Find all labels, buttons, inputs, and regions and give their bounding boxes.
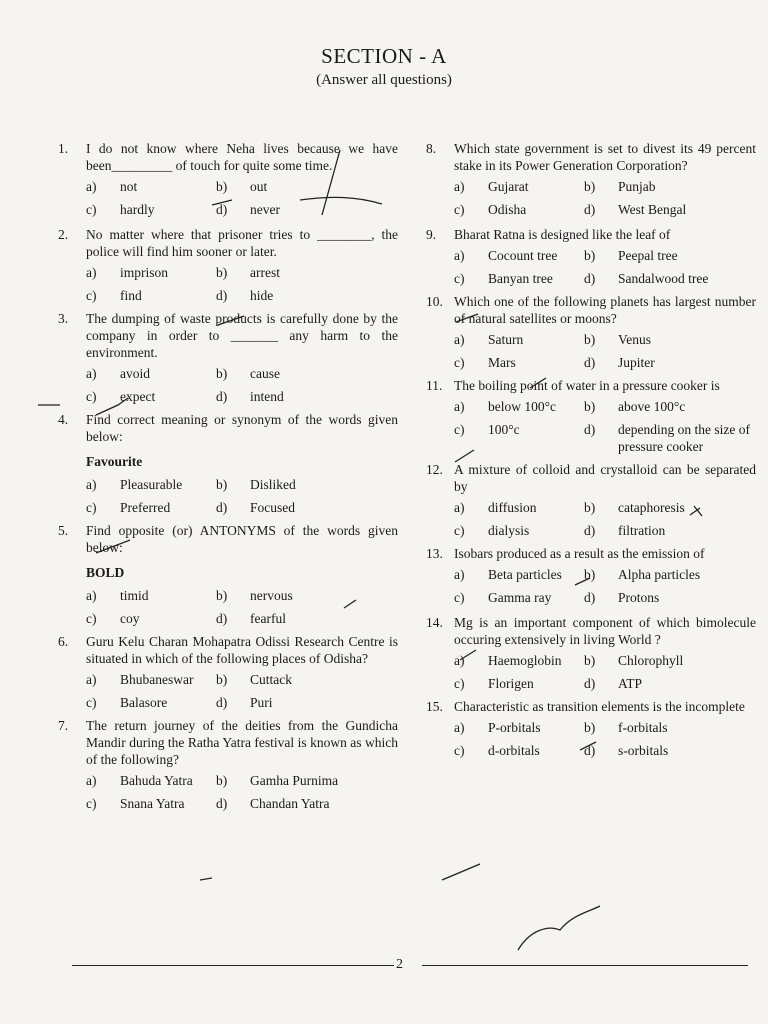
option-text: Chlorophyll — [618, 653, 684, 668]
option-text: Bahuda Yatra — [120, 773, 193, 788]
question-number: 3. — [58, 311, 69, 326]
option-text: Sandalwood tree — [618, 271, 709, 286]
option-letter: a) — [454, 332, 465, 347]
option-letter: c) — [454, 743, 465, 758]
option-text: Disliked — [250, 477, 296, 492]
option-text: never — [250, 202, 280, 217]
option-letter: b) — [216, 588, 228, 603]
question-keyword: Favourite — [86, 454, 143, 469]
option-text: cause — [250, 366, 280, 381]
question-text: Guru Kelu Charan Mohapatra Odissi Research Centre is situated in which of the following places of Odisha? — [86, 634, 398, 666]
option-text: Punjab — [618, 179, 656, 194]
option-text: arrest — [250, 265, 280, 280]
option-letter: c) — [86, 389, 97, 404]
option-text: find — [120, 288, 142, 303]
question-number: 7. — [58, 718, 69, 733]
option-letter: d) — [584, 743, 596, 758]
option-letter: a) — [454, 720, 465, 735]
section-subtitle: (Answer all questions) — [316, 72, 452, 88]
option-letter: c) — [454, 590, 465, 605]
question-number: 1. — [58, 141, 69, 156]
option-letter: a) — [86, 366, 97, 381]
option-text: Pleasurable — [120, 477, 183, 492]
question-number: 15. — [426, 699, 443, 714]
option-letter: c) — [86, 796, 97, 811]
option-letter: a) — [454, 248, 465, 263]
option-letter: d) — [216, 796, 228, 811]
option-letter: c) — [86, 500, 97, 515]
option-text: P-orbitals — [488, 720, 541, 735]
question-text: Which state government is set to divest its 49 percent stake in its Power Generation Corporation? — [454, 141, 756, 173]
option-letter: b) — [216, 477, 228, 492]
option-letter: b) — [216, 265, 228, 280]
option-letter: b) — [584, 500, 596, 515]
option-letter: c) — [454, 202, 465, 217]
question-text: The dumping of waste products is carefully done by the company in order to _______ any harm to the environment. — [86, 311, 398, 360]
footer-rule-left — [72, 965, 394, 966]
option-text: imprison — [120, 265, 169, 280]
option-letter: d) — [584, 590, 596, 605]
option-letter: c) — [86, 695, 97, 710]
option-letter: d) — [216, 611, 228, 626]
question-text: Find correct meaning or synonym of the words given below: — [86, 412, 398, 444]
option-letter: b) — [216, 773, 228, 788]
option-letter: a) — [86, 773, 97, 788]
question-number: 14. — [426, 615, 443, 630]
option-letter: c) — [454, 523, 465, 538]
option-letter: a) — [454, 500, 465, 515]
question-text: Isobars produced as a result as the emission of — [454, 546, 705, 561]
option-text: Saturn — [488, 332, 524, 347]
question-number: 13. — [426, 546, 443, 561]
option-letter: b) — [216, 179, 228, 194]
option-letter: c) — [454, 355, 465, 370]
option-text: f-orbitals — [618, 720, 668, 735]
option-letter: b) — [584, 653, 596, 668]
option-text: diffusion — [488, 500, 537, 515]
question-text: Which one of the following planets has largest number of natural satellites or moons? — [454, 294, 756, 326]
footer-rule-right — [422, 965, 748, 966]
option-text: avoid — [120, 366, 150, 381]
option-text: Cuttack — [250, 672, 292, 687]
option-letter: c) — [86, 202, 97, 217]
question-number: 12. — [426, 462, 443, 477]
question-number: 8. — [426, 141, 437, 156]
option-letter: a) — [86, 672, 97, 687]
option-letter: b) — [584, 567, 596, 582]
option-text: timid — [120, 588, 149, 603]
option-text: not — [120, 179, 138, 194]
option-letter: c) — [454, 271, 465, 286]
question-number: 4. — [58, 412, 69, 427]
option-letter: c) — [454, 422, 465, 437]
question-text: Characteristic as transition elements is the incomplete — [454, 699, 745, 714]
question-number: 10. — [426, 294, 443, 309]
option-text: Odisha — [488, 202, 527, 217]
option-text: Bhubaneswar — [120, 672, 194, 687]
option-letter: d) — [216, 288, 228, 303]
option-text: coy — [120, 611, 140, 626]
option-text: s-orbitals — [618, 743, 669, 758]
question-text: No matter where that prisoner tries to ________, the police will find him sooner or later. — [86, 227, 398, 259]
question-keyword: BOLD — [86, 565, 125, 580]
option-text: Alpha particles — [618, 567, 701, 582]
option-text: out — [250, 179, 268, 194]
option-letter: c) — [86, 288, 97, 303]
option-text: Gujarat — [488, 179, 529, 194]
option-letter: a) — [86, 477, 97, 492]
option-letter: b) — [584, 399, 596, 414]
option-letter: a) — [86, 179, 97, 194]
option-letter: a) — [454, 399, 465, 414]
option-letter: d) — [584, 355, 596, 370]
option-text: Banyan tree — [488, 271, 553, 286]
option-text: Beta particles — [488, 567, 562, 582]
option-text: Jupiter — [618, 355, 655, 370]
option-letter: c) — [454, 676, 465, 691]
option-text: depending on the size of pressure cooker — [618, 422, 750, 454]
option-letter: d) — [584, 271, 596, 286]
option-letter: d) — [216, 202, 228, 217]
option-text: Focused — [250, 500, 295, 515]
option-text: Gamha Purnima — [250, 773, 339, 788]
option-text: below 100°c — [488, 399, 557, 414]
option-text: cataphoresis — [618, 500, 685, 515]
option-letter: a) — [454, 653, 465, 668]
option-letter: b) — [216, 672, 228, 687]
question-text: Mg is an important component of which bimolecule occuring extensively in living World ? — [454, 615, 756, 647]
option-letter: d) — [584, 523, 596, 538]
option-letter: b) — [584, 332, 596, 347]
option-text: West Bengal — [618, 202, 687, 217]
question-number: 11. — [426, 378, 443, 393]
option-text: Cocount tree — [488, 248, 558, 263]
section-title: SECTION - A — [321, 44, 447, 68]
option-text: Chandan Yatra — [250, 796, 330, 811]
page-number: 2 — [396, 957, 403, 972]
option-text: Protons — [618, 590, 660, 605]
option-letter: a) — [86, 265, 97, 280]
question-text: Find opposite (or) ANTONYMS of the words given below: — [86, 523, 398, 555]
option-letter: d) — [216, 500, 228, 515]
option-letter: b) — [584, 248, 596, 263]
option-letter: b) — [584, 179, 596, 194]
question-number: 2. — [58, 227, 69, 242]
option-text: Florigen — [488, 676, 534, 691]
option-text: Haemoglobin — [488, 653, 562, 668]
option-letter: a) — [454, 567, 465, 582]
option-text: Peepal tree — [618, 248, 678, 263]
option-text: intend — [250, 389, 284, 404]
option-letter: b) — [216, 366, 228, 381]
option-letter: d) — [584, 202, 596, 217]
option-letter: d) — [216, 389, 228, 404]
option-text: expect — [120, 389, 156, 404]
question-number: 6. — [58, 634, 69, 649]
option-text: Mars — [488, 355, 516, 370]
question-text: A mixture of colloid and crystalloid can be separated by — [454, 462, 756, 494]
option-letter: d) — [216, 695, 228, 710]
option-text: hide — [250, 288, 274, 303]
option-letter: c) — [86, 611, 97, 626]
option-text: fearful — [250, 611, 286, 626]
option-text: Gamma ray — [488, 590, 552, 605]
option-text: dialysis — [488, 523, 530, 538]
question-text: Bharat Ratna is designed like the leaf of — [454, 227, 671, 242]
option-text: Balasore — [120, 695, 168, 710]
option-text: nervous — [250, 588, 293, 603]
option-text: d-orbitals — [488, 743, 540, 758]
option-text: 100°c — [488, 422, 520, 437]
option-text: filtration — [618, 523, 666, 538]
question-text: The return journey of the deities from the Gundicha Mandir during the Ratha Yatra festival is known as which of the following? — [86, 718, 398, 767]
option-letter: a) — [86, 588, 97, 603]
option-text: Snana Yatra — [120, 796, 185, 811]
question-text: I do not know where Neha lives because we have been_________ of touch for quite some time. — [86, 141, 398, 173]
option-letter: a) — [454, 179, 465, 194]
option-text: Venus — [618, 332, 651, 347]
option-letter: b) — [584, 720, 596, 735]
question-text: The boiling point of water in a pressure cooker is — [454, 378, 720, 393]
question-number: 5. — [58, 523, 69, 538]
option-text: Preferred — [120, 500, 171, 515]
option-text: hardly — [120, 202, 155, 217]
option-text: Puri — [250, 695, 273, 710]
option-letter: d) — [584, 676, 596, 691]
option-letter: d) — [584, 422, 596, 437]
option-text: above 100°c — [618, 399, 686, 414]
question-number: 9. — [426, 227, 437, 242]
option-text: ATP — [618, 676, 643, 691]
